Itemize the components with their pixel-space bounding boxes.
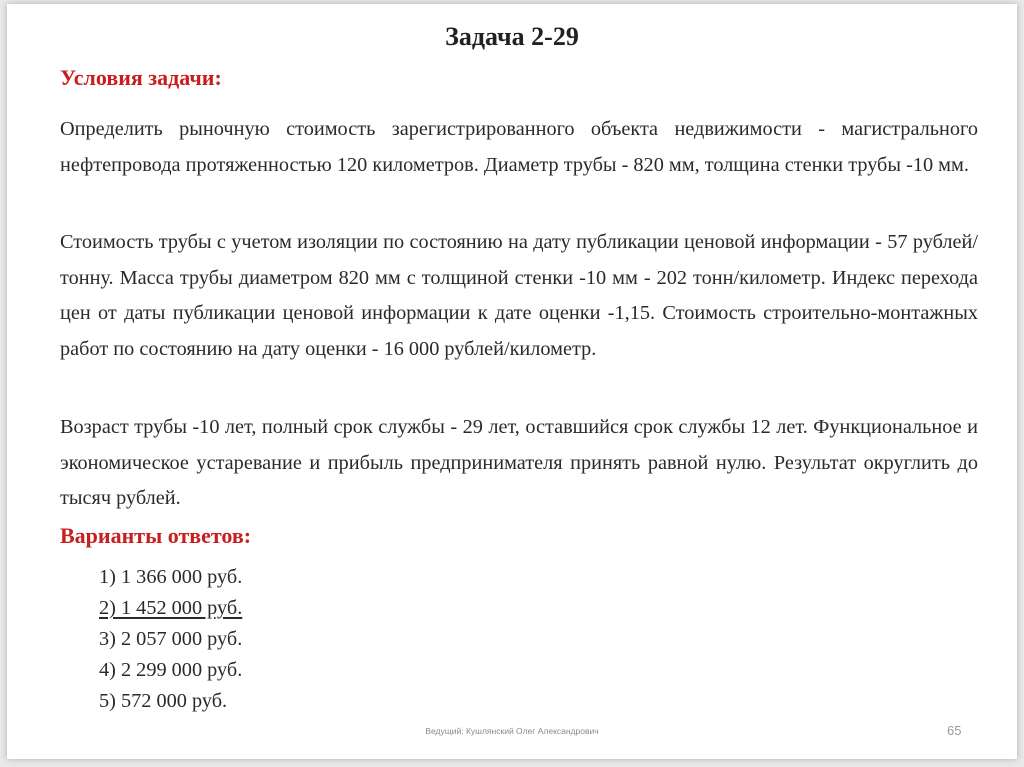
answer-option-1: 1) 1 366 000 руб. [99,566,243,588]
condition-paragraph-2: Стоимость трубы с учетом изоляции по состоянию на дату публикации ценовой информации - 57 рублей/тонну. Масса трубы диаметром 820 мм с толщиной стенки -10 мм - 202 тонн/километр. Индекс перехода цен от даты публикации ценовой информации к дате оценки -1,15. Стоимость строительно-монтажных работ по состоянию на дату оценки - 16 000 рублей/километр. [60,231,978,360]
condition-paragraph-3: Возраст трубы -10 лет, полный срок службы - 29 лет, оставшийся срок службы 12 лет. Функциональное и экономическое устаревание и прибыль предпринимателя принять равной нулю. Результат округлить до тысяч рублей. [60,416,978,509]
slide [7,4,1017,759]
answer-options-list [99,562,242,717]
answer-option-2: 2) 1 452 000 руб. [99,597,243,619]
presenter-footer: Ведущий: Кушлянский Олег Александрович [425,726,599,736]
page-number: 65 [947,723,962,738]
answer-option-5: 5) 572 000 руб. [99,690,228,712]
answer-option-4: 4) 2 299 000 руб. [99,659,243,681]
slide-title: Задача 2-29 [445,22,579,51]
conditions-heading: Условия задачи: [60,65,222,90]
answer-option-3: 3) 2 057 000 руб. [99,628,243,650]
condition-paragraph-1: Определить рыночную стоимость зарегистрированного объекта недвижимости - магистрального нефтепровода протяженностью 120 километров. Диаметр трубы - 820 мм, толщина стенки трубы -10 мм. [60,118,978,176]
answers-heading: Варианты ответов: [60,523,252,548]
